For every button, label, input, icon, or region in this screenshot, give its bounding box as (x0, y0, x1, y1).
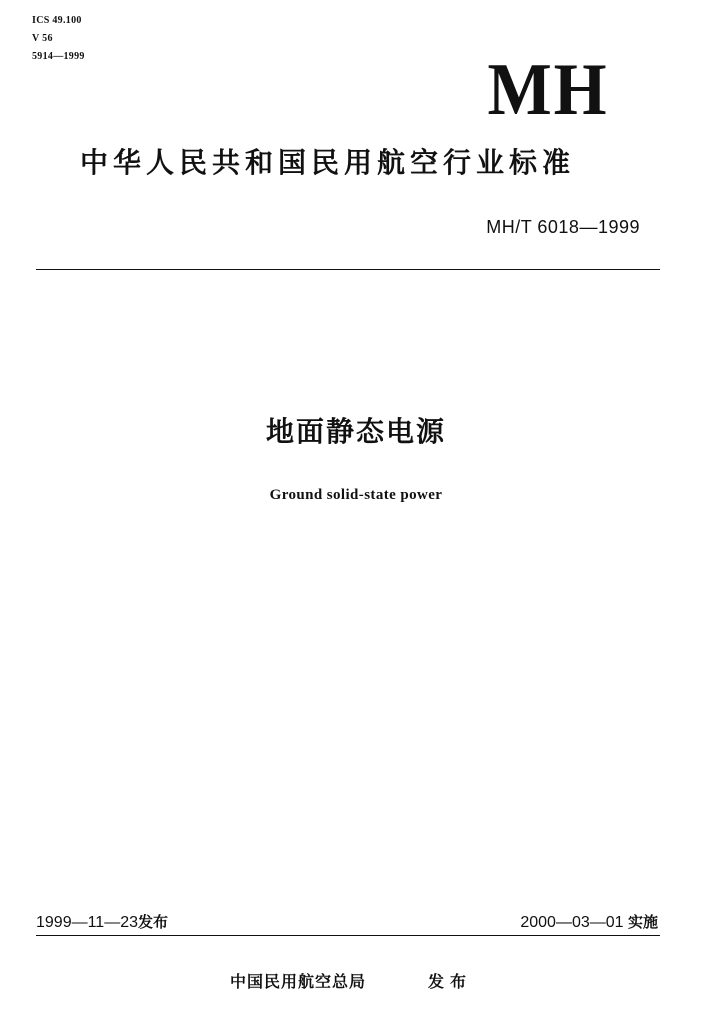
bottom-divider (36, 935, 660, 936)
ics-code: ICS 49.100 (32, 15, 82, 26)
issue-label: 发布 (138, 913, 169, 931)
top-divider (36, 269, 660, 270)
organization-title: 中华人民共和国民用航空行业标准 (80, 146, 576, 179)
issue-date-line (36, 911, 168, 934)
implementation-date-line (520, 911, 658, 934)
standard-number: MH/T 6018—1999 (486, 217, 640, 237)
document-title-zh: 地面静态电源 (265, 415, 446, 448)
document-title-en: Ground solid-state power (269, 487, 443, 503)
publisher: 中国民用航空总局 (230, 972, 367, 991)
implementation-label: 实施 (627, 913, 658, 931)
mh-logo: MH (487, 49, 608, 131)
issue-date: 1999—11—23 (36, 914, 138, 931)
header-meta (32, 12, 85, 66)
publish-label: 发布 (428, 972, 473, 991)
record-number: 5914—1999 (32, 51, 85, 62)
category-code: V 56 (32, 33, 53, 44)
implementation-date: 2000—03—01 (520, 914, 624, 931)
